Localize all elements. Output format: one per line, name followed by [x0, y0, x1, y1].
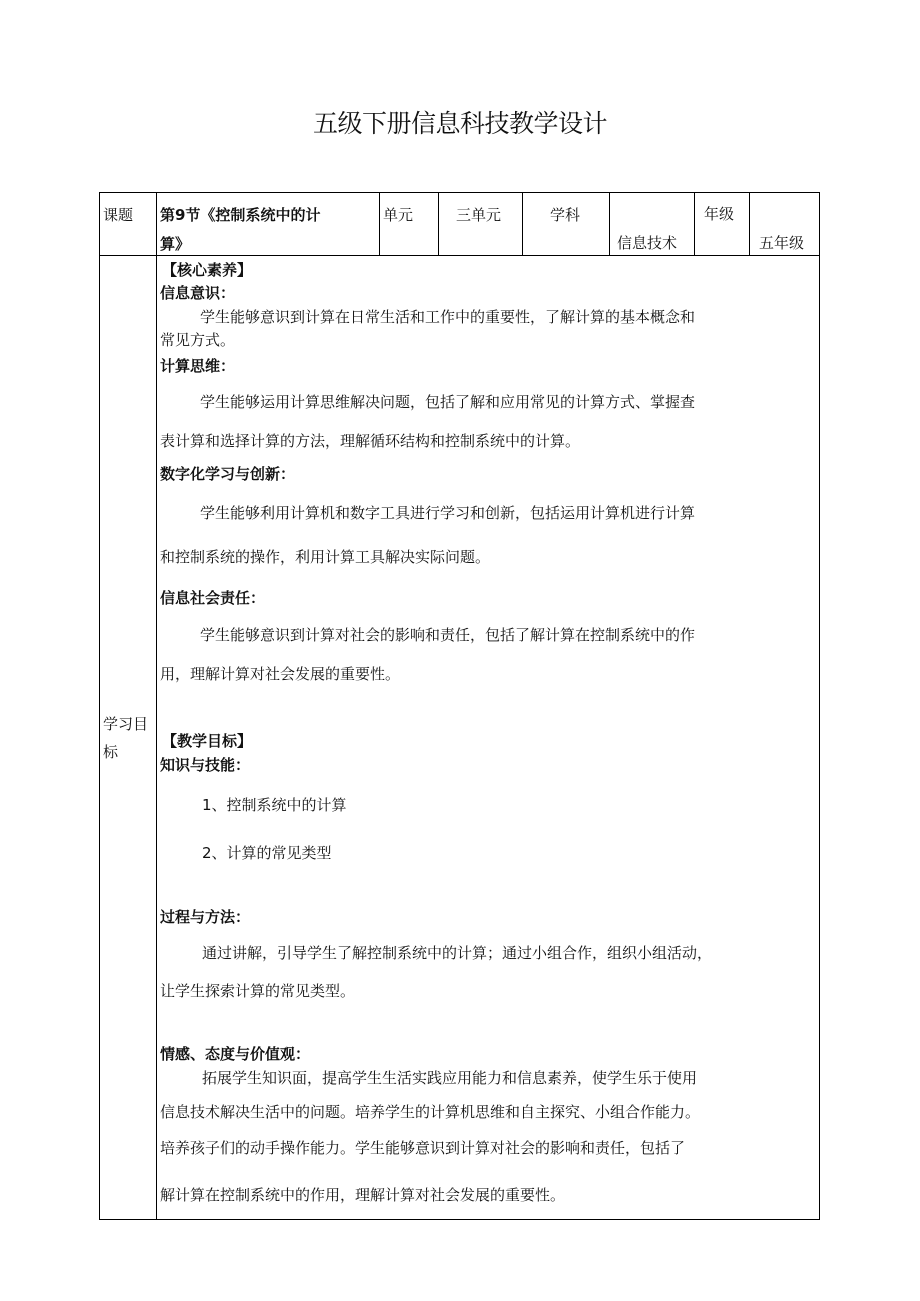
- info-awareness-heading: 信息意识：: [160, 284, 236, 302]
- header-divider-1: [379, 192, 380, 255]
- table-left-border: [99, 192, 100, 1220]
- digital-learning-line2: 和控制系统的操作，利用计算工具解决实际问题。: [160, 548, 491, 566]
- social-responsibility-heading: 信息社会责任：: [160, 589, 266, 607]
- knowledge-item-2: 2、计算的常见类型: [202, 844, 332, 862]
- header-divider-6: [749, 192, 750, 255]
- computational-thinking-line2: 表计算和选择计算的方法，理解循环结构和控制系统中的计算。: [160, 432, 581, 450]
- digital-learning-heading: 数字化学习与创新：: [160, 465, 296, 483]
- objectives-label-line2: 标: [103, 743, 119, 761]
- computational-thinking-line1: 学生能够运用计算思维解决问题，包括了解和应用常见的计算方式、掌握查: [200, 393, 696, 411]
- info-awareness-line2: 常见方式。: [160, 331, 236, 349]
- table-right-border: [819, 192, 820, 1220]
- core-literacy-heading: 【核心素养】: [162, 261, 253, 279]
- header-divider-3: [522, 192, 523, 255]
- digital-learning-line1: 学生能够利用计算机和数字工具进行学习和创新，包括运用计算机进行计算: [200, 504, 696, 522]
- unit-value: 三单元: [456, 206, 502, 224]
- table-bottom-border: [99, 1219, 820, 1220]
- process-line2: 让学生探索计算的常见类型。: [160, 982, 356, 1000]
- header-divider-4: [609, 192, 610, 255]
- process-line1: 通过讲解，引导学生了解控制系统中的计算；通过小组合作，组织小组活动，: [202, 944, 713, 962]
- knowledge-heading: 知识与技能：: [160, 756, 251, 774]
- header-divider-2: [438, 192, 439, 255]
- course-value-line1: 第9节《控制系统中的计: [160, 206, 321, 224]
- unit-label: 单元: [383, 206, 414, 224]
- emotion-line2: 信息技术解决生活中的问题。培养学生的计算机思维和自主探究、小组合作能力。: [160, 1103, 701, 1121]
- header-row-border: [99, 255, 820, 256]
- emotion-heading: 情感、态度与价值观：: [160, 1045, 311, 1063]
- emotion-line1: 拓展学生知识面，提高学生生活实践应用能力和信息素养，使学生乐于使用: [202, 1069, 698, 1087]
- table-top-border: [99, 192, 820, 193]
- emotion-line4: 解计算在控制系统中的作用，理解计算对社会发展的重要性。: [160, 1186, 566, 1204]
- label-column-divider: [156, 192, 157, 1220]
- subject-label: 学科: [550, 206, 581, 224]
- subject-value: 信息技术: [617, 234, 678, 252]
- knowledge-item-1: 1、控制系统中的计算: [202, 796, 347, 814]
- course-value-line2: 算》: [160, 235, 191, 253]
- info-awareness-line1: 学生能够意识到计算在日常生活和工作中的重要性，了解计算的基本概念和: [200, 308, 696, 326]
- page-title: 五级下册信息科技教学设计: [312, 109, 607, 138]
- header-divider-5: [694, 192, 695, 255]
- social-responsibility-line1: 学生能够意识到计算对社会的影响和责任，包括了解计算在控制系统中的作: [200, 626, 696, 644]
- computational-thinking-heading: 计算思维：: [160, 357, 236, 375]
- social-responsibility-line2: 用，理解计算对社会发展的重要性。: [160, 665, 401, 683]
- process-heading: 过程与方法：: [160, 908, 251, 926]
- emotion-line3: 培养孩子们的动手操作能力。学生能够意识到计算对社会的影响和责任，包括了: [160, 1139, 686, 1157]
- objectives-label-line1: 学习目: [103, 715, 149, 733]
- teaching-objectives-heading: 【教学目标】: [162, 732, 253, 750]
- grade-value: 五年级: [759, 234, 805, 252]
- grade-label: 年级: [704, 205, 735, 223]
- course-label: 课题: [103, 206, 134, 224]
